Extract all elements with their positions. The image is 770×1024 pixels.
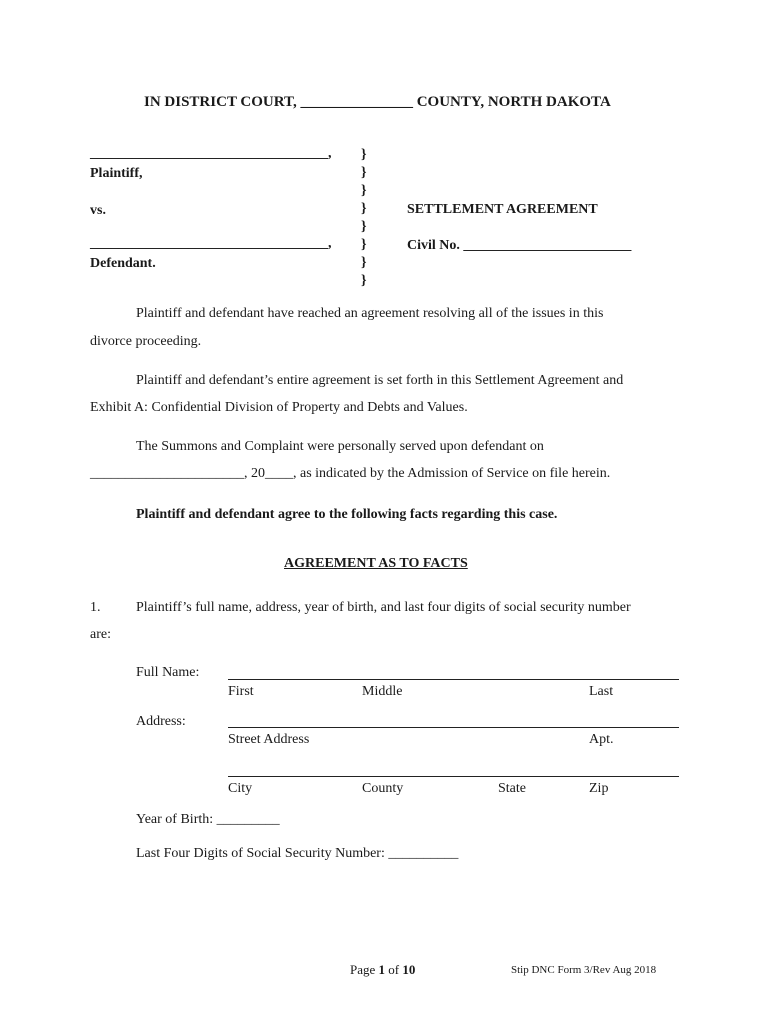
paragraph-3-line-2: ______________________, 20____, as indicated by the Admission of Service on file herein.: [90, 466, 611, 481]
ssn-last-four: [136, 846, 458, 862]
ssn-field[interactable]: __________: [388, 846, 459, 861]
facts-heading: AGREEMENT AS TO FACTS: [284, 556, 468, 571]
civil-number-blank: ________________________: [463, 238, 632, 253]
street-address-caption: Street Address: [228, 732, 310, 747]
paragraph-1-line-1: Plaintiff and defendant have reached an agreement resolving all of the issues in this: [136, 306, 604, 321]
zip-caption: Zip: [589, 781, 609, 796]
defendant-name-line: __________________________________,: [90, 236, 332, 251]
defendant-label: Defendant.: [90, 256, 156, 271]
brace: }: [361, 255, 367, 270]
form-identifier: Stip DNC Form 3/Rev Aug 2018: [511, 964, 657, 976]
court-header: [144, 94, 611, 111]
item-1-number: 1.: [90, 600, 101, 615]
court-prefix: IN DISTRICT COURT,: [144, 94, 297, 110]
brace: }: [361, 201, 367, 216]
address-label: Address:: [136, 714, 186, 729]
agreement-statement: Plaintiff and defendant agree to the following facts regarding this case.: [136, 507, 558, 522]
item-1-line-1: Plaintiff’s full name, address, year of birth, and last four digits of social security number: [136, 600, 631, 615]
brace: }: [361, 147, 367, 162]
apt-caption: Apt.: [589, 732, 614, 747]
page-of: of: [388, 962, 400, 977]
brace: }: [361, 219, 367, 234]
court-suffix: COUNTY, NORTH DAKOTA: [416, 94, 611, 110]
plaintiff-label: Plaintiff,: [90, 166, 143, 181]
county-blank: _______________: [300, 94, 413, 110]
civil-number-label: Civil No.: [407, 238, 460, 253]
brace: }: [361, 237, 367, 252]
page-number: [350, 962, 415, 978]
brace: }: [361, 273, 367, 288]
page-word: Page: [350, 962, 376, 977]
item-1-line-2: are:: [90, 627, 111, 642]
caption-braces: [361, 146, 367, 290]
street-address-field[interactable]: [228, 727, 679, 728]
year-of-birth: [136, 812, 280, 828]
year-of-birth-field[interactable]: _________: [216, 812, 280, 827]
paragraph-3-line-1: The Summons and Complaint were personally served upon defendant on: [136, 439, 544, 454]
middle-name-caption: Middle: [362, 684, 403, 699]
state-caption: State: [498, 781, 526, 796]
paragraph-2-line-2: Exhibit A: Confidential Division of Property and Debts and Values.: [90, 400, 468, 415]
paragraph-2-line-1: Plaintiff and defendant’s entire agreement is set forth in this Settlement Agreement and: [136, 373, 624, 388]
ssn-label: Last Four Digits of Social Security Number:: [136, 846, 385, 861]
brace: }: [361, 165, 367, 180]
document-title: SETTLEMENT AGREEMENT: [407, 202, 598, 217]
city-caption: City: [228, 781, 253, 796]
plaintiff-name-line: __________________________________,: [90, 146, 332, 161]
brace: }: [361, 183, 367, 198]
civil-number: [407, 238, 631, 254]
city-state-zip-field[interactable]: [228, 776, 679, 777]
full-name-field[interactable]: [228, 679, 679, 680]
year-of-birth-label: Year of Birth:: [136, 812, 214, 827]
versus-label: vs.: [90, 203, 106, 218]
page-current: 1: [378, 962, 386, 977]
full-name-label: Full Name:: [136, 665, 200, 680]
paragraph-1-line-2: divorce proceeding.: [90, 334, 202, 349]
last-name-caption: Last: [589, 684, 614, 699]
county-caption: County: [362, 781, 404, 796]
first-name-caption: First: [228, 684, 254, 699]
page-total: 10: [402, 962, 416, 977]
